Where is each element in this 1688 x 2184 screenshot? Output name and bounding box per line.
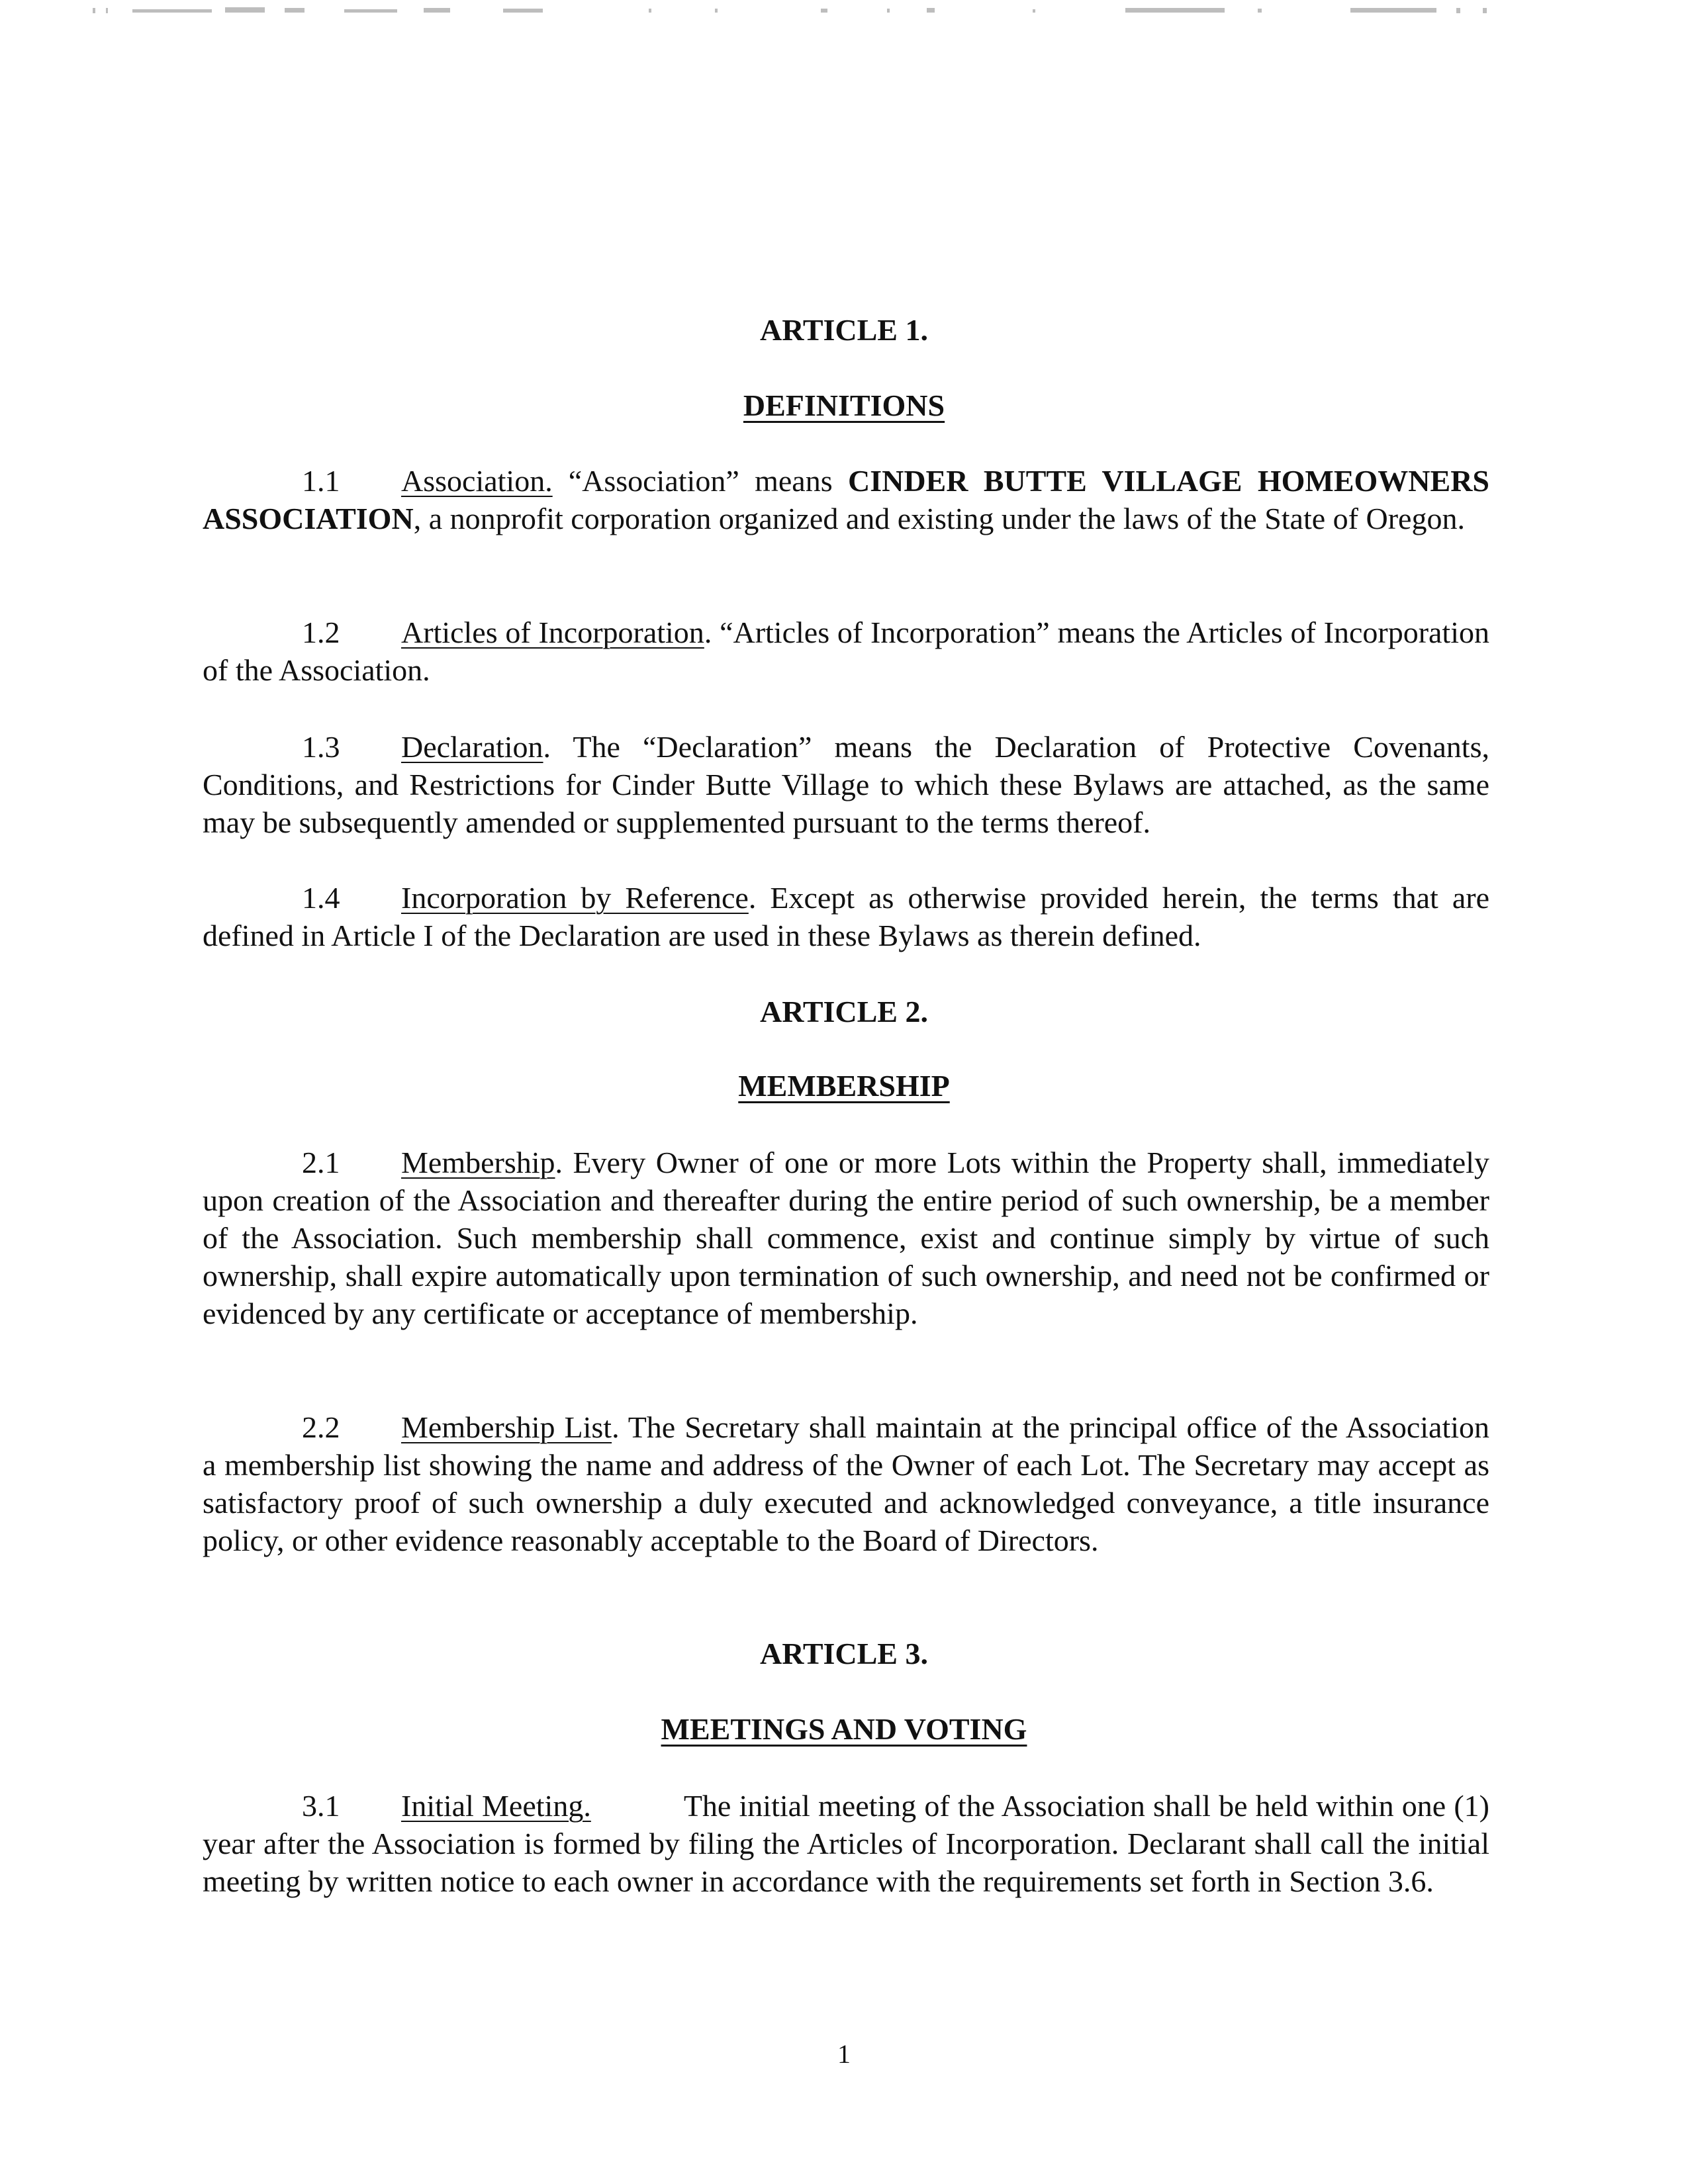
section-2-1-term: Membership (401, 1146, 555, 1179)
section-1-1-term: Association. (401, 464, 553, 498)
article-1-subtitle: DEFINITIONS (743, 388, 945, 422)
section-1-1: 1.1 Association. “Association” means CINDER BUTTE VILLAGE HOMEOWNERS ASSOCIATION, a nonprofit corporation organized and existing under the laws of the State of Oregon. (203, 464, 1490, 535)
section-3-1: 3.1 Initial Meeting. The initial meeting of the Association shall be held within one (1) year after the Association is formed by filing the Articles of Incorporation. Declarant shall call the initial meeting by written notice to each owner in accordance with the requirements set forth in Section 3.6. (203, 1789, 1489, 1898)
article-2-title: ARTICLE 2. (760, 995, 928, 1028)
section-2-2: 2.2 Membership List. The Secretary shall maintain at the principal office of the Association a membership list showing the name and address of the Owner of each Lot. The Secretary may accept as satisfactory proof of such ownership a duly executed and acknowledged conveyance, a title insurance policy, or other evidence reasonably acceptable to the Board of Directors. (203, 1410, 1490, 1557)
article-2-subtitle: MEMBERSHIP (738, 1069, 950, 1103)
section-1-2: 1.2 Articles of Incorporation. “Articles of Incorporation” means the Articles of Incorporation of the Association. (203, 615, 1489, 687)
section-1-3-term: Declaration (401, 730, 543, 764)
section-1-4: 1.4 Incorporation by Reference. Except as otherwise provided herein, the terms that are defined in Article I of the Declaration are used in these Bylaws as therein defined. (203, 881, 1489, 952)
section-2-1: 2.1 Membership. Every Owner of one or more Lots within the Property shall, immediately upon creation of the Association and thereafter during the entire period of such ownership, be a member of the Association. Such membership shall commence, exist and continue simply by virtue of such ownership, shall expire automatically upon termination of such ownership, and need not be confirmed or evidenced by any certificate or acceptance of membership. (203, 1146, 1489, 1330)
scan-artifact-marks (93, 5, 1496, 15)
page-number: 1 (837, 2039, 851, 2069)
article-1-title: ARTICLE 1. (760, 313, 928, 347)
section-3-1-term: Initial Meeting. (401, 1789, 591, 1823)
section-1-3: 1.3 Declaration. The “Declaration” means the Declaration of Protective Covenants, Conditions, and Restrictions for Cinder Butte Village to which these Bylaws are attached, as the same may be subsequently amended or supplemented pursuant to the terms thereof. (203, 730, 1489, 839)
article-3-title: ARTICLE 3. (760, 1637, 928, 1670)
section-2-2-term: Membership List (401, 1410, 612, 1444)
association-name: CINDER BUTTE VILLAGE HOMEOWNERS ASSOCIATION (203, 464, 1490, 535)
article-3-subtitle: MEETINGS AND VOTING (661, 1712, 1027, 1746)
section-1-2-term: Articles of Incorporation (401, 615, 704, 649)
section-1-4-term: Incorporation by Reference (401, 881, 749, 915)
